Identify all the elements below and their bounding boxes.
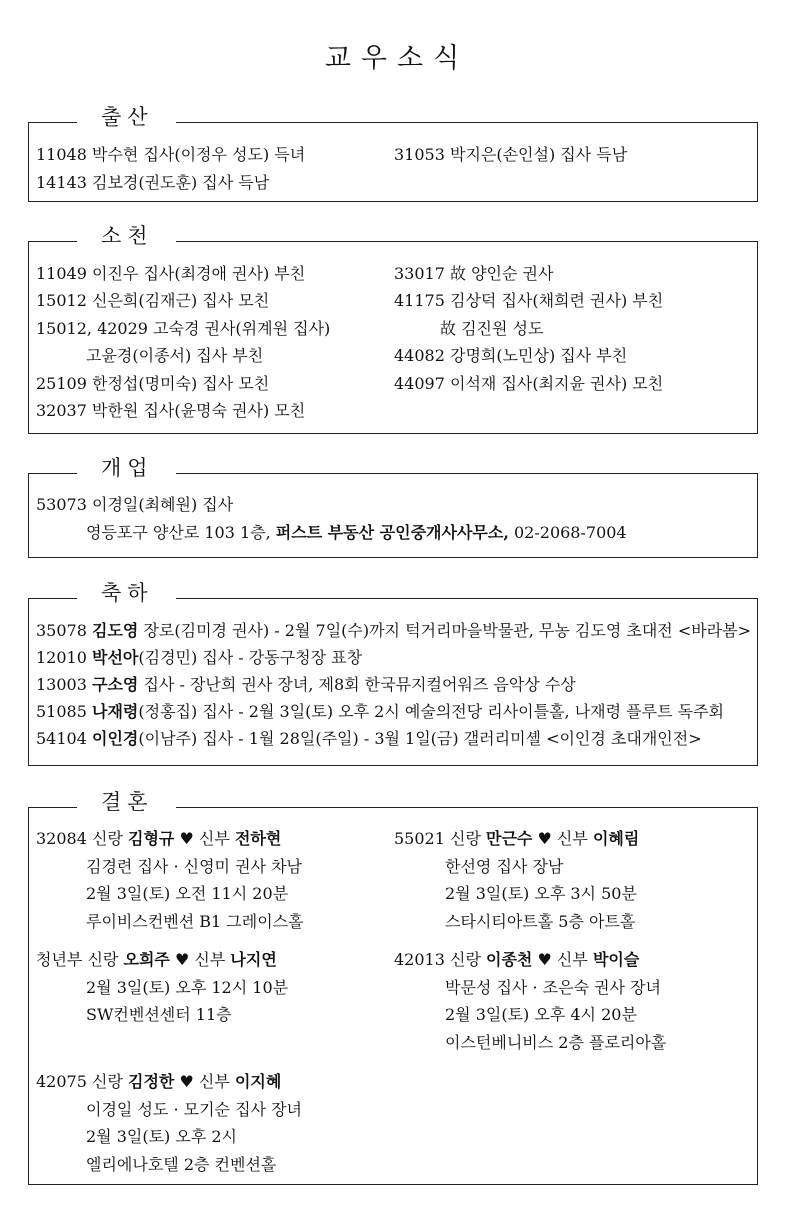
congrats-text: (정홍집) 집사 - 2월 3일(토) 오후 2시 예술의전당 리사이틀홀, 나재령 플루트 독주회 [138,702,725,721]
bride-label: 신부 [556,950,588,969]
bride-label: 신부 [198,1072,230,1091]
congrats-name: 김도영 [92,621,139,640]
bride-name: 나지연 [230,950,277,969]
bereavement-section-title: 소천 [77,220,176,252]
wedding-detail: 엘리에나호텔 2층 컨벤션홀 [86,1155,277,1174]
wedding-detail: 루이비스컨벤션 B1 그레이스홀 [86,912,304,931]
heart-icon: ♥ [179,1072,194,1091]
congrats-name: 구소영 [92,675,139,694]
wedding-detail: 2월 3일(토) 오후 12시 10분 [86,978,289,997]
wedding-detail: 2월 3일(토) 오후 3시 50분 [445,884,637,903]
opening-phone: 02-2068-7004 [508,523,627,542]
wedding-id: 42013 [394,950,445,969]
wedding-section-title: 결혼 [77,786,176,818]
wedding-detail: 2월 3일(토) 오후 4시 20분 [445,1005,637,1024]
bereavement-entry: 고윤경(이종서) 집사 부친 [86,346,264,365]
wedding-detail: 이스턴베니비스 2층 플로리아홀 [445,1033,667,1052]
congrats-entry [36,621,751,641]
opening-entry: 53073 이경일(최혜원) 집사 [36,495,234,514]
groom-label: 신랑 [92,829,123,848]
birth-section-title: 출산 [77,101,176,133]
congrats-text: (김경민) 집사 - 강동구청장 표창 [138,648,363,667]
congrats-name: 나재령 [92,702,139,721]
wedding-section [28,790,758,1185]
birth-entry: 14143 김보경(권도훈) 집사 득남 [36,173,270,192]
birth-entry: 31053 박지은(손인설) 집사 득남 [394,145,628,164]
wedding-entry-header [394,950,639,970]
bereavement-entry: 44097 이석재 집사(최지윤 권사) 모친 [394,374,664,393]
wedding-id: 32084 [36,829,87,848]
bride-label: 신부 [194,950,226,969]
wedding-detail: SW컨벤션센터 11층 [86,1005,232,1024]
bereavement-entry: 41175 김상덕 집사(채희련 권사) 부친 [394,291,664,310]
bereavement-entry: 15012 신은희(김재근) 집사 모친 [36,291,270,310]
bereavement-entry: 44082 강명희(노민상) 집사 부친 [394,346,628,365]
wedding-entry-header [394,829,639,849]
bereavement-entry: 32037 박한원 집사(윤명숙 권사) 모친 [36,401,306,420]
groom-label: 신랑 [450,950,481,969]
wedding-id: 55021 [394,829,445,848]
opening-section [28,456,758,558]
wedding-entry-header [36,829,281,849]
wedding-detail: 박문성 집사 · 조은숙 권사 장녀 [445,978,661,997]
groom-label: 신랑 [87,950,119,969]
wedding-entry-header [36,950,277,970]
groom-name: 만근수 [486,829,533,848]
bereavement-entry: 33017 故 양인순 권사 [394,264,554,283]
bride-label: 신부 [198,829,230,848]
bride-name: 박이슬 [592,950,640,969]
heart-icon: ♥ [537,829,552,848]
congrats-section-title: 축하 [77,577,176,609]
groom-name: 이종천 [486,950,533,969]
birth-entry: 11048 박수현 집사(이정우 성도) 득녀 [36,145,306,164]
congrats-entry [36,675,576,695]
congrats-name: 박선아 [92,648,139,667]
birth-section [28,105,758,202]
bride-label: 신부 [556,829,588,848]
congrats-id: 35078 [36,621,87,640]
wedding-detail: 2월 3일(토) 오전 11시 20분 [86,884,289,903]
wedding-detail: 김경련 집사 · 신영미 권사 차남 [86,857,302,876]
congrats-id: 12010 [36,648,87,667]
opening-address [86,523,627,543]
bereavement-entry: 故 김진원 성도 [440,319,544,338]
page-title: 교우소식 [324,43,470,74]
wedding-id: 42075 [36,1072,87,1091]
congrats-text: 집사 - 장난희 권사 장녀, 제8회 한국뮤지컬어워즈 음악상 수상 [138,675,576,694]
heart-icon: ♥ [537,950,552,969]
congrats-section [28,581,758,766]
wedding-id: 청년부 [36,950,83,969]
bride-name: 전하현 [234,829,282,848]
opening-shop-name: 퍼스트 부동산 공인중개사사무소, [275,523,509,542]
wedding-detail: 이경일 성도 · 모기순 집사 장녀 [86,1100,302,1119]
bereavement-section [28,224,758,434]
bereavement-entry: 11049 이진우 집사(최경애 권사) 부친 [36,264,306,283]
congrats-id: 51085 [36,702,87,721]
congrats-text: (이남주) 집사 - 1월 28일(주일) - 3월 1일(금) 갤러리미셸 <이인경 초대개인전> [138,729,702,748]
wedding-detail: 스타시티아트홀 5층 아트홀 [445,912,636,931]
bride-name: 이혜림 [592,829,640,848]
opening-section-title: 개업 [77,452,176,484]
opening-address-text: 영등포구 양산로 103 1층, [86,523,276,542]
wedding-entry-header [36,1072,281,1092]
heart-icon: ♥ [174,950,190,969]
bereavement-entry: 25109 한정섭(명미숙) 집사 모친 [36,374,270,393]
congrats-id: 13003 [36,675,87,694]
groom-name: 오희주 [123,950,170,969]
wedding-detail: 2월 3일(토) 오후 2시 [86,1127,238,1146]
congrats-entry [36,702,724,722]
congrats-text: 장로(김미경 권사) - 2월 7일(수)까지 턱거리마을박물관, 무농 김도영 초대전 <바라봄> [138,621,752,640]
congrats-entry [36,729,702,749]
groom-name: 김형규 [128,829,175,848]
groom-name: 김정한 [128,1072,175,1091]
bereavement-entry: 15012, 42029 고숙경 권사(위계원 집사) [36,319,331,338]
congrats-entry [36,648,362,668]
groom-label: 신랑 [450,829,481,848]
congrats-id: 54104 [36,729,87,748]
wedding-detail: 한선영 집사 장남 [445,857,564,876]
groom-label: 신랑 [92,1072,123,1091]
heart-icon: ♥ [179,829,194,848]
congrats-name: 이인경 [92,729,139,748]
bride-name: 이지혜 [234,1072,282,1091]
